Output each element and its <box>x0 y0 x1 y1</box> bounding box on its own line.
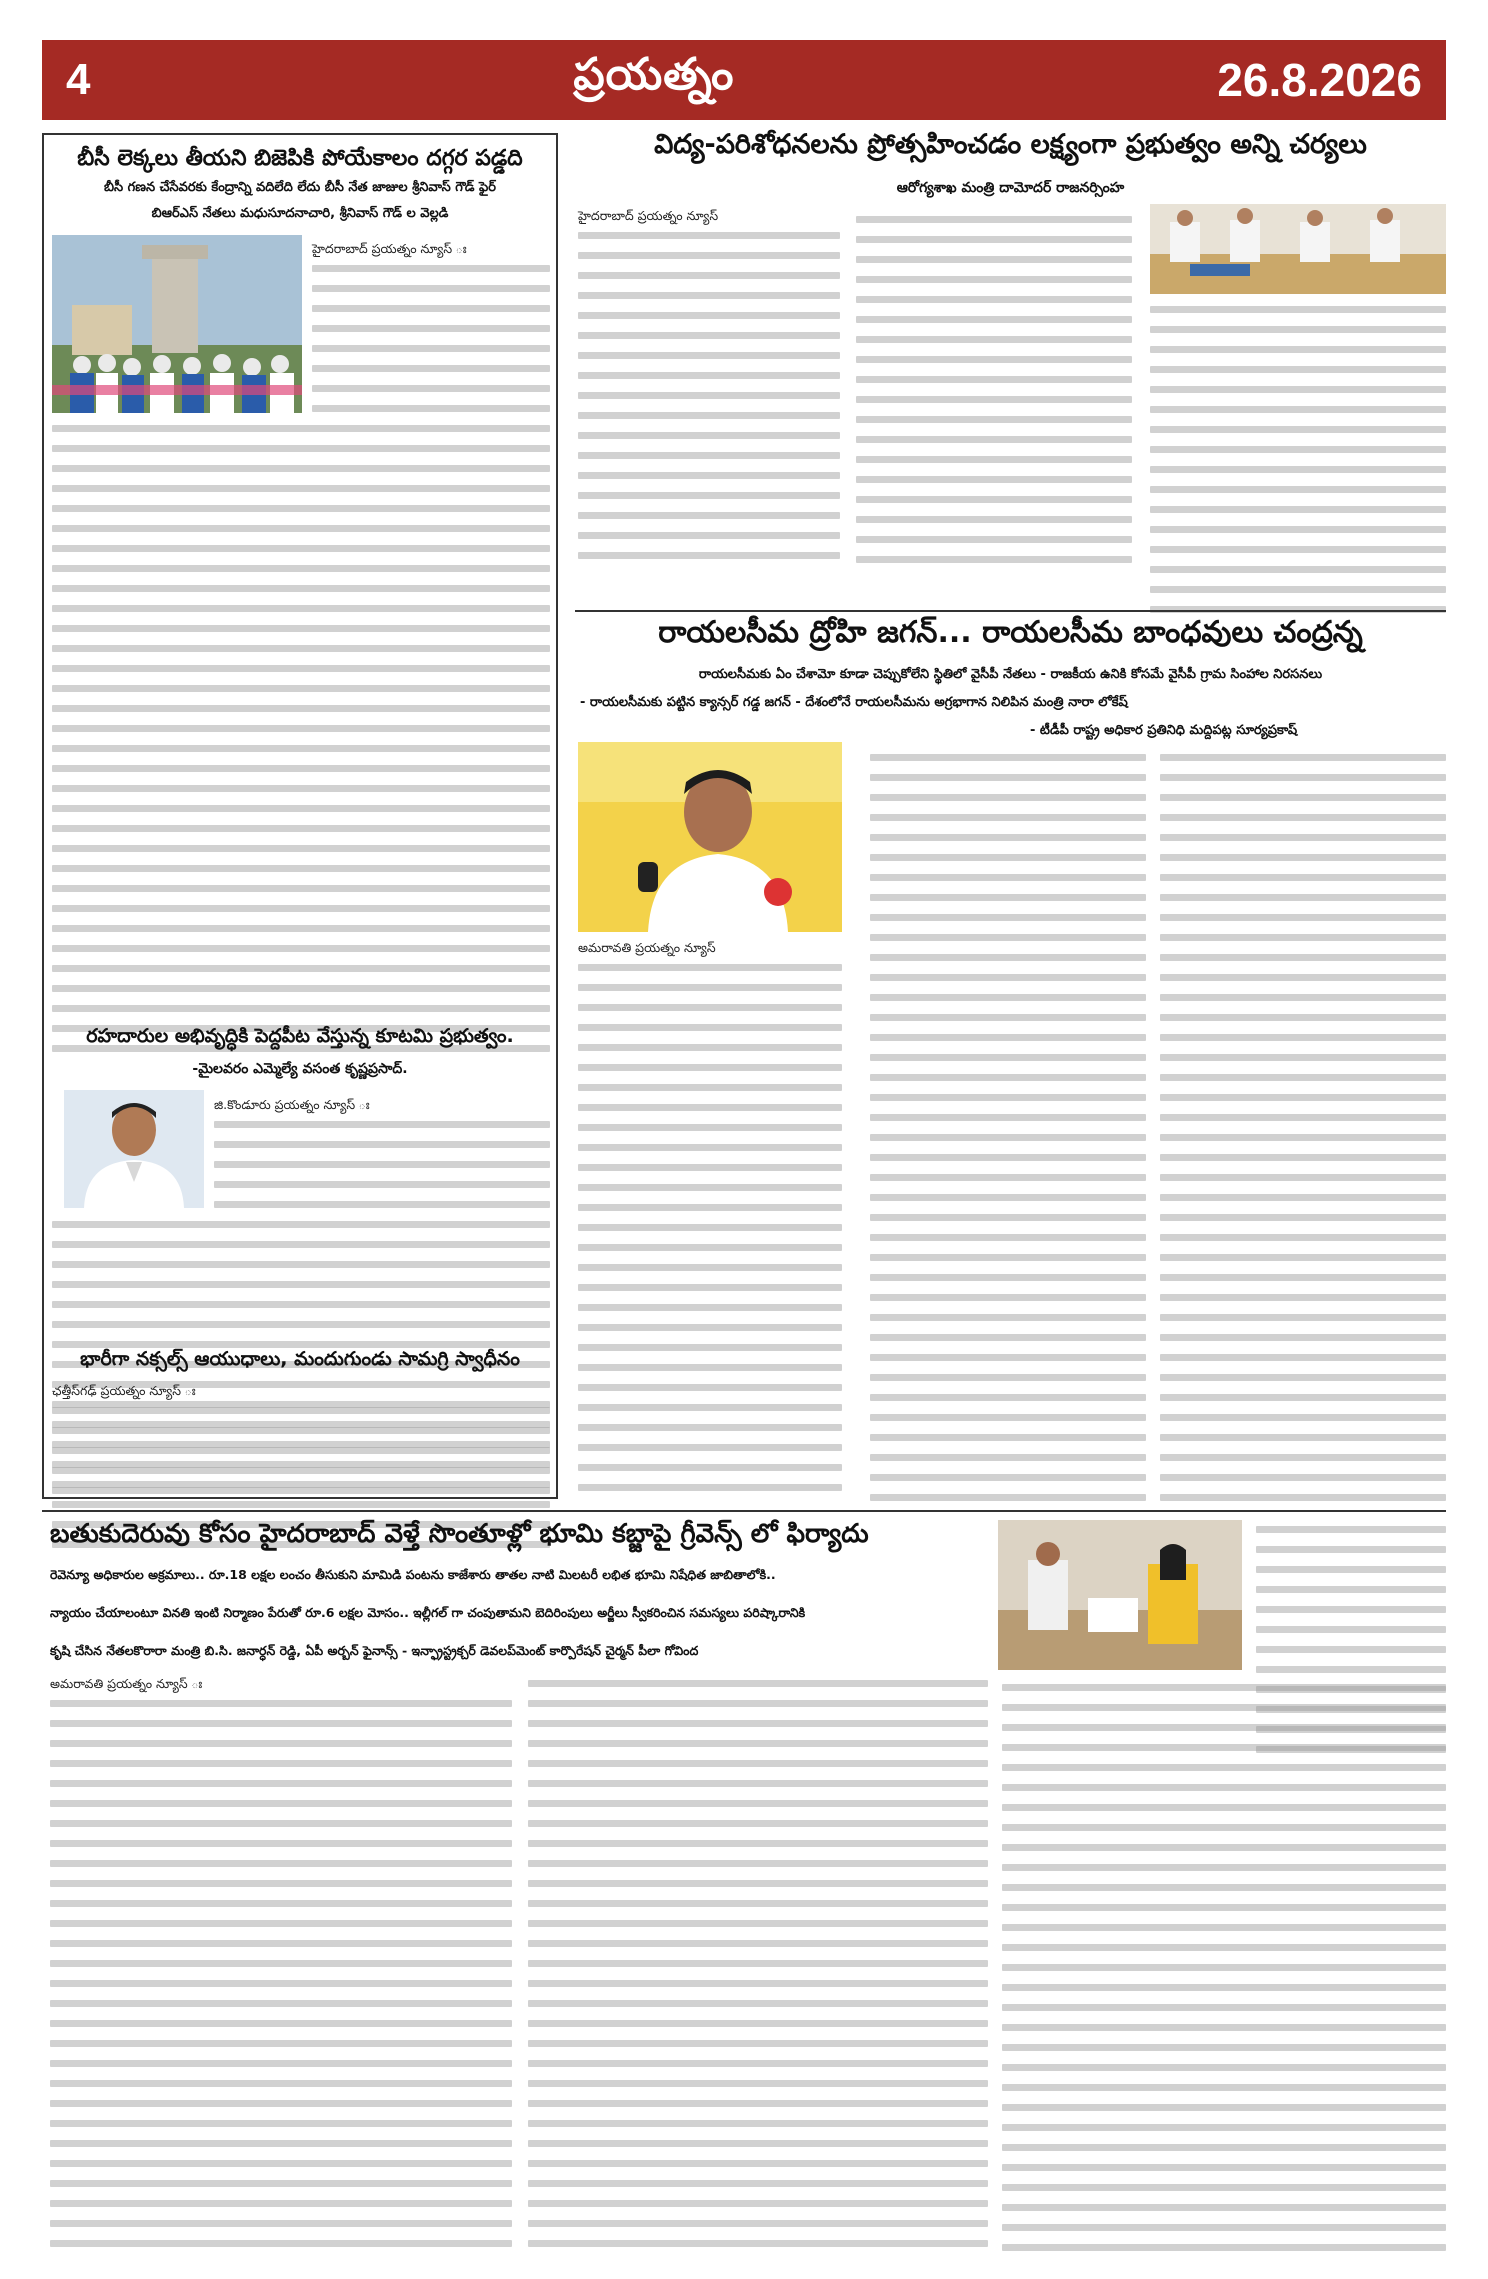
issue-date: 26.8.2026 <box>1217 54 1422 106</box>
health-story-col2 <box>856 210 1132 570</box>
rayalaseema-sub2: - రాయలసీమకు పట్టిన క్యాన్సర్ గడ్డ జగన్ - దేశంలోనే రాయలసీమను అగ్రభాగాన నిలిపిన మంత్రి నారా లోకేష్ <box>580 695 1128 710</box>
health-story-col1 <box>578 226 840 566</box>
naxal-story-body <box>52 1401 550 1501</box>
spokesperson-photo <box>578 742 842 932</box>
land-story-headline: బతుకుదెరువు కోసం హైదరాబాద్ వెళ్తే సొంతూళ్లో భూమి కబ్జాపై గ్రీవెన్స్ లో ఫిర్యాదు <box>50 1519 869 1549</box>
rayalaseema-sub1: రాయలసీమకు ఏం చేశామో కూడా చెప్పుకోలేని స్థితిలో వైసీపీ నేతలు - రాజకీయ ఉనికి కోసమే వైసీపీ గ్రామ సింహాల నిరసనలు <box>698 667 1323 682</box>
naxal-story-dateline: ఛత్తీస్‌గఢ్ ప్రయత్నం న్యూస్ ః <box>52 1383 196 1398</box>
divider-land-top <box>42 1510 1446 1512</box>
land-story-sub2: న్యాయం చేయాలంటూ వినతి ఇంటి నిర్మాణం పేరుతో రూ.6 లక్షల మోసం.. ఇల్లీగల్ గా చంపుతామని బెదిరింపులు అర్జీలు స్వీకరించిన సమస్యలు పరిష్కారానికి <box>50 1605 806 1620</box>
roads-story-byline: -మైలవరం ఎమ్మెల్యే వసంత కృష్ణప్రసాద్. <box>192 1061 408 1077</box>
bc-story-subhead2: బిఆర్ఎస్ నేతలు మధుసూదనాచారి, శ్రీనివాస్ గౌడ్ ల వెల్లడి <box>151 206 449 221</box>
health-story-headline: విద్య-పరిశోధనలను ప్రోత్సహించడం లక్ష్యంగా ప్రభుత్వం అన్ని చర్యలు <box>654 129 1367 160</box>
land-story-sub3: కృషి చేసిన నేతలకొరారా మంత్రి బి.సి. జనార్ధన్ రెడ్డి, ఏపీ అర్బన్ ఫైనాన్స్ - ఇన్ఫ్రాస్ట్రక్చర్ డెవలప్‌మెంట్ కార్పొరేషన్ చైర్మన్ పీలా గోవింద <box>50 1643 699 1658</box>
rayalaseema-col1 <box>578 958 842 1498</box>
bc-story-dateline: హైదరాబాద్ ప్రయత్నం న్యూస్ ః <box>312 241 467 256</box>
newspaper-name: ప్రయత్నం <box>573 49 735 100</box>
health-story-byline: ఆరోగ్యశాఖ మంత్రి దామోదర్ రాజనర్సింహ <box>896 180 1125 196</box>
roads-story-body-right <box>214 1115 550 1215</box>
bc-story-headline: బీసీ లెక్కలు తీయని బిజెపికి పోయేకాలం దగ్గర పడ్డది <box>77 146 523 171</box>
roads-story-headline: రహదారుల అభివృద్ధికి పెద్దపీట వేస్తున్న కూటమి ప్రభుత్వం. <box>86 1025 514 1047</box>
rayalaseema-sub3: - టీడీపీ రాష్ట్ర అధికార ప్రతినిధి మద్దిపట్ల సూర్యప్రకాష్ <box>1030 723 1298 738</box>
rayalaseema-col3 <box>1160 748 1446 1508</box>
rayalaseema-col2 <box>870 748 1146 1508</box>
grievance-meeting-photo <box>998 1520 1242 1670</box>
bc-rally-photo <box>52 235 302 413</box>
masthead <box>42 40 1446 120</box>
bc-story-subhead: బీసీ గణన చేసేవరకు కేంద్రాన్ని వదిలేది లేదు బీసీ నేత జాజుల శ్రీనివాస్ గౌడ్ ఫైర్ <box>104 180 496 195</box>
left-news-box <box>42 133 558 1499</box>
page-number: 4 <box>66 55 91 104</box>
land-story-sub1: రెవెన్యూ అధికారుల అక్రమాలు.. రూ.18 లక్షల లంచం తీసుకుని మామిడి పంటను కాజేశారు తాతల నాటి మిలటరీ లభిత భూమి నిషేధిత జాబితాలోకి.. <box>50 1567 776 1582</box>
naxal-story-headline: భారీగా నక్సల్స్ ఆయుధాలు, మందుగుండు సామగ్రి స్వాధీనం <box>80 1348 520 1370</box>
land-story-col2 <box>528 1674 988 2254</box>
land-story-col1 <box>50 1694 512 2254</box>
bc-story-body-right <box>312 259 550 419</box>
health-story-col3 <box>1150 300 1446 620</box>
health-meeting-photo <box>1150 204 1446 294</box>
rayalaseema-headline: రాయలసీమ ద్రోహి జగన్... రాయలసీమ బాంధవులు చంద్రన్న <box>658 615 1363 650</box>
land-story-dateline: అమరావతి ప్రయత్నం న్యూస్ ః <box>50 1676 203 1691</box>
bc-story-body <box>52 419 550 1059</box>
rayalaseema-dateline: అమరావతి ప్రయత్నం న్యూస్ <box>578 940 716 955</box>
land-story-col3 <box>1002 1678 1446 2258</box>
mla-portrait-photo <box>64 1090 204 1208</box>
divider-rayalaseema-top <box>575 610 1446 612</box>
roads-story-dateline: జి.కొండూరు ప్రయత్నం న్యూస్ ః <box>214 1097 370 1112</box>
health-story-dateline: హైదరాబాద్ ప్రయత్నం న్యూస్ <box>578 208 719 223</box>
